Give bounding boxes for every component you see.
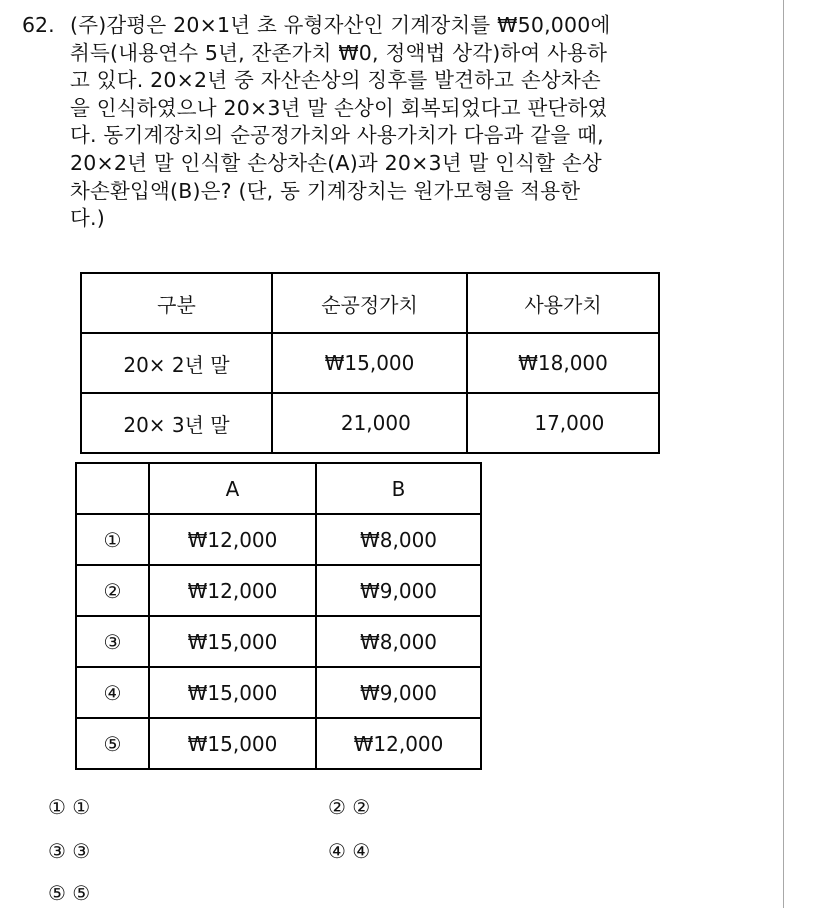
table-cell: ₩15,000 — [149, 616, 316, 667]
choice-5[interactable] — [48, 881, 90, 905]
choice-marker: ④ — [328, 839, 346, 863]
answer-table — [75, 462, 482, 770]
table-row — [76, 514, 481, 565]
question-line: 20×2년 말 인식할 손상차손(A)과 20×3년 말 인식할 손상 — [70, 150, 602, 175]
table-cell: 21,000 — [272, 393, 467, 453]
choice-label: ⑤ — [72, 881, 91, 905]
table-cell: ₩15,000 — [149, 667, 316, 718]
table-cell: ₩15,000 — [272, 333, 467, 393]
question-line: 차손환입액(B)은? (단, 동 기계장치는 원가모형을 적용한 — [70, 178, 581, 203]
table-cell: ₩12,000 — [149, 514, 316, 565]
row-marker: ④ — [76, 667, 149, 718]
table-cell: ₩9,000 — [316, 565, 481, 616]
table-cell: ₩8,000 — [316, 514, 481, 565]
question-line: (주)감평은 20×1년 초 유형자산인 기계장치를 ₩50,000에 — [70, 13, 611, 37]
choice-marker: ② — [328, 795, 346, 819]
table-row — [81, 393, 659, 453]
choice-label: ① — [72, 795, 91, 819]
table-cell: ₩15,000 — [149, 718, 316, 769]
table-cell: ₩9,000 — [316, 667, 481, 718]
question-line: 취득(내용연수 5년, 잔존가치 ₩0, 정액법 상각)하여 사용하 — [70, 40, 608, 65]
question-number: 62. — [22, 13, 55, 37]
choice-marker: ⑤ — [48, 881, 66, 905]
table-cell: 20× 2년 말 — [81, 333, 272, 393]
table-row — [76, 667, 481, 718]
value-table — [80, 272, 660, 454]
table-row — [76, 718, 481, 769]
header-cell — [76, 463, 149, 514]
table-cell: ₩12,000 — [149, 565, 316, 616]
row-marker: ① — [76, 514, 149, 565]
row-marker: ③ — [76, 616, 149, 667]
row-marker: ② — [76, 565, 149, 616]
table-cell: ₩18,000 — [467, 333, 659, 393]
choice-1[interactable] — [48, 795, 90, 819]
question-block — [22, 12, 772, 233]
question-line: 을 인식하였으나 20×3년 말 손상이 회복되었다고 판단하였 — [70, 95, 608, 120]
choice-label: ③ — [72, 839, 91, 863]
question-line: 다. 동기계장치의 순공정가치와 사용가치가 다음과 같을 때, — [70, 123, 604, 148]
choice-2[interactable] — [328, 795, 370, 819]
header-cell: 구분 — [81, 273, 272, 333]
table-cell: ₩8,000 — [316, 616, 481, 667]
table-header-row — [76, 463, 481, 514]
header-cell: A — [149, 463, 316, 514]
choice-label: ④ — [352, 839, 371, 863]
row-marker: ⑤ — [76, 718, 149, 769]
table-row — [76, 616, 481, 667]
question-line: 고 있다. 20×2년 중 자산손상의 징후를 발견하고 손상차손 — [70, 68, 601, 93]
page-divider — [783, 0, 784, 908]
table-row — [76, 565, 481, 616]
table-row — [81, 333, 659, 393]
question-line: 다.) — [70, 206, 105, 231]
choice-3[interactable] — [48, 839, 90, 863]
table-cell: 20× 3년 말 — [81, 393, 272, 453]
question-text — [70, 12, 772, 233]
choice-label: ② — [352, 795, 371, 819]
choice-4[interactable] — [328, 839, 370, 863]
table-cell: ₩12,000 — [316, 718, 481, 769]
table-cell: 17,000 — [467, 393, 659, 453]
header-cell: 사용가치 — [467, 273, 659, 333]
choice-marker: ③ — [48, 839, 66, 863]
header-cell: 순공정가치 — [272, 273, 467, 333]
table-header-row — [81, 273, 659, 333]
choice-marker: ① — [48, 795, 66, 819]
header-cell: B — [316, 463, 481, 514]
